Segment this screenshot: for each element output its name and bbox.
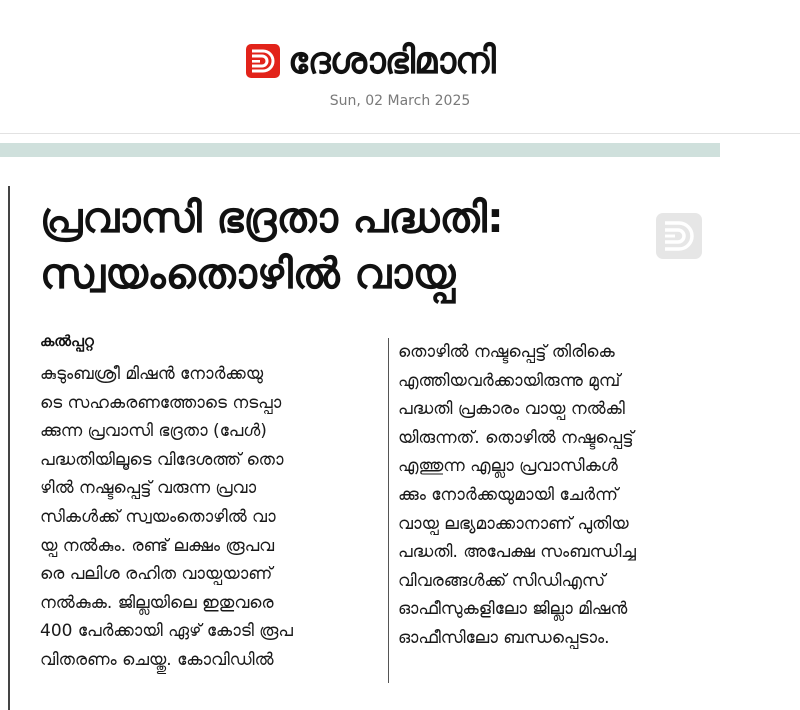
brand-name: ദേശാഭിമാനി <box>288 39 495 82</box>
headline <box>40 190 660 302</box>
header-divider <box>0 133 800 134</box>
body-line: പദ്ധതിയിലൂടെ വിദേശത്ത് തൊ <box>40 449 284 470</box>
body-line: വിതരണം ചെയ്തു. കോവിഡിൽ <box>40 649 274 670</box>
body-line: പദ്ധതി പ്രകാരം വായ്പ നൽകി <box>398 399 625 420</box>
body-line: കുടുംബശ്രീ മിഷൻ നോർക്കയു <box>40 364 264 384</box>
body-line: പദ്ധതി. അപേക്ഷ സംബന്ധിച്ച <box>398 542 636 563</box>
body-line: തൊഴിൽ നഷ്ടപ്പെട്ട് തിരികെ <box>398 342 615 362</box>
body-line: ക്കുന്ന പ്രവാസി ഭദ്രതാ (പേൾ) <box>40 421 267 442</box>
body-line: യ്പ നൽകും. രണ്ട് ലക്ഷം രൂപവ <box>40 535 275 556</box>
body-line: ഓഫീസുകളിലോ ജില്ലാ മിഷൻ <box>398 599 628 620</box>
section-band <box>0 143 720 157</box>
body-line: എത്തുന്ന എല്ലാ പ്രവാസികൾ <box>398 456 618 477</box>
body-line: രെ പലിശ രഹിത വായ്പയാണ് <box>40 564 273 585</box>
headline-line-2: സ്വയംതൊഴിൽ വായ്പ <box>40 249 456 298</box>
headline-line-1: പ്രവാസി ഭദ്രതാ പദ്ധതി: <box>40 193 504 242</box>
clipping-edge-line <box>8 186 10 710</box>
column-divider <box>388 338 389 683</box>
body-line: സികൾക്ക് സ്വയംതൊഴിൽ വാ <box>40 506 276 527</box>
article-column-2 <box>398 338 733 653</box>
body-line: ക്കും നോർക്കയുമായി ചേർന്ന് <box>398 484 618 505</box>
body-line: വിവരങ്ങൾക്ക് സിഡിഎസ് <box>398 570 606 591</box>
publication-date: Sun, 02 March 2025 <box>329 93 471 109</box>
brand[interactable] <box>246 36 495 86</box>
body-line: ഓഫീസിലോ ബന്ധപ്പെടാം. <box>398 627 610 648</box>
article-column-1 <box>40 360 380 675</box>
body-line: യിരുന്നത്. തൊഴിൽ നഷ്ടപ്പെട്ട് <box>398 427 634 448</box>
body-line: നൽകുക. ജില്ലയിലെ ഇതുവരെ <box>40 592 274 613</box>
deshabhimani-logo-icon <box>246 44 280 78</box>
deshabhimani-watermark-icon <box>656 213 702 259</box>
body-line: എത്തിയവർക്കായിരുന്നു മുമ്പ് <box>398 370 621 391</box>
body-line: 400 പേർക്കായി ഏഴ് കോടി രൂപ <box>40 621 293 642</box>
body-line: ടെ സഹകരണത്തോടെ നടപ്പാ <box>40 392 282 413</box>
body-line: വായ്പ ലഭ്യമാക്കാനാണ് പുതിയ <box>398 513 629 534</box>
masthead <box>0 0 800 130</box>
body-line: ഴിൽ നഷ്ടപ്പെട്ട് വരുന്ന പ്രവാ <box>40 478 257 499</box>
dateline: കൽപ്പറ്റ <box>40 332 94 350</box>
